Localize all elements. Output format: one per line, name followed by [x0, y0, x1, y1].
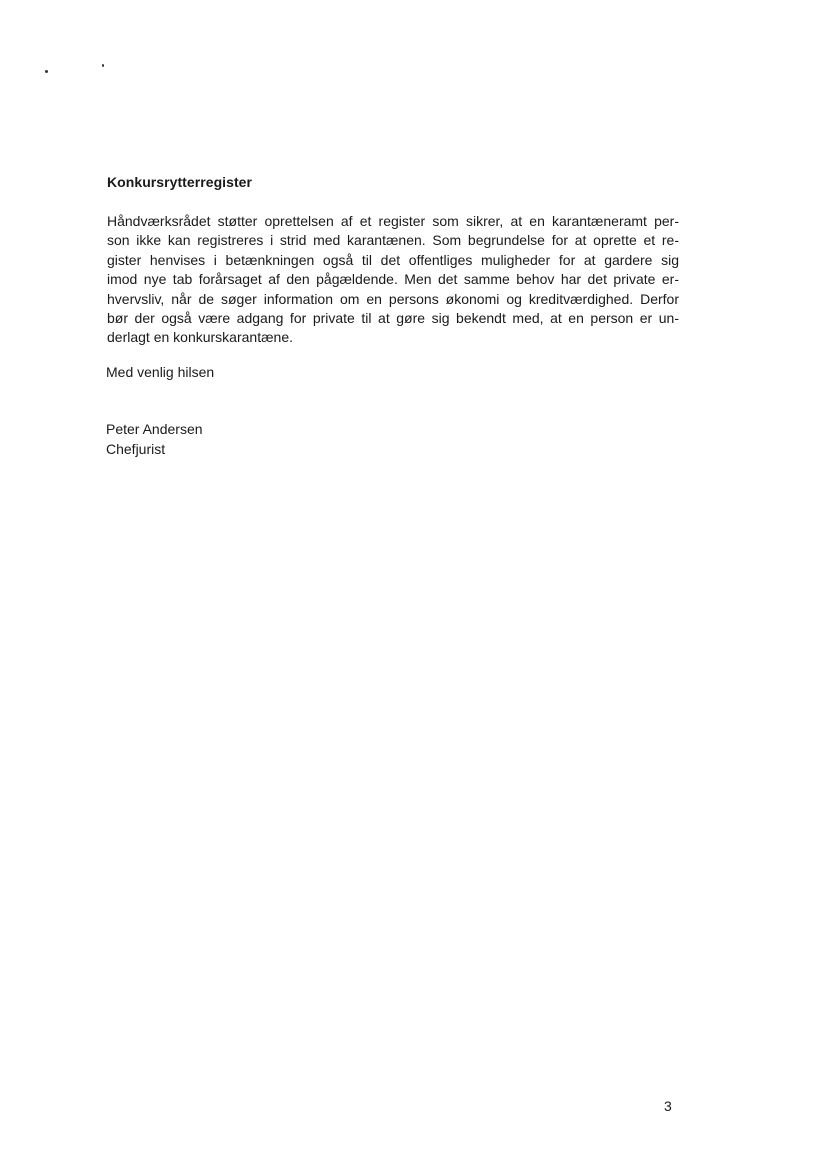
closing-salutation: Med venlig hilsen — [106, 364, 215, 380]
signature-block — [106, 419, 203, 459]
scan-speck — [102, 64, 104, 67]
paragraph-line: Håndværksrådet støtter oprettelsen af et register som sikrer, at en karantæneramt per- — [107, 213, 679, 229]
paragraph-line: son ikke kan registreres i strid med karantænen. Som begrundelse for at oprette et re- — [107, 232, 679, 249]
signatory-name: Peter Andersen — [106, 421, 203, 437]
page-number: 3 — [664, 1098, 672, 1114]
paragraph-line: imod nye tab forårsaget af den pågældende. Men det samme behov har det private er- — [107, 271, 679, 288]
signatory-title: Chefjurist — [106, 441, 166, 457]
paragraph-line: hvervsliv, når de søger information om en persons økonomi og kreditværdighed. Derfor — [107, 290, 679, 307]
paragraph-line: derlagt en konkurskarantæne. — [107, 329, 293, 346]
body-paragraph — [107, 212, 679, 348]
section-heading: Konkursrytterregister — [107, 174, 252, 190]
paragraph-line: bør der også være adgang for private til at gøre sig bekendt med, at en person er un- — [107, 309, 679, 326]
paragraph-line: gister henvises i betænkningen også til det offentliges muligheder for at gardere sig — [107, 251, 679, 268]
scan-speck — [45, 70, 48, 73]
